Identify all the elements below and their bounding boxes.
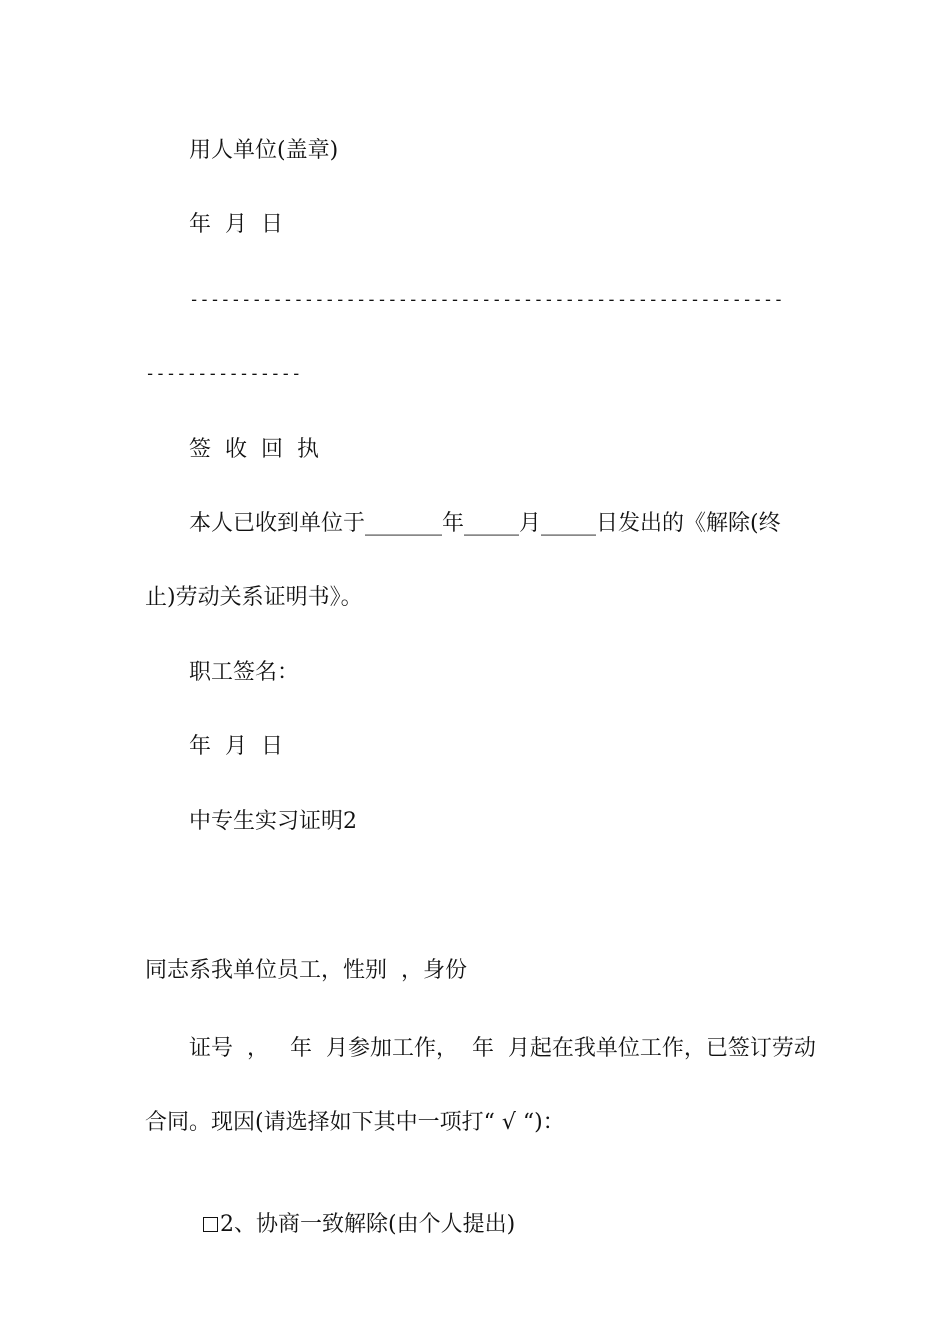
date-line-2: 年 月 日	[189, 734, 283, 759]
employer-seal-line: 用人单位(盖章)	[189, 138, 339, 163]
body-text-line-3: 合同。现因(请选择如下其中一项打“ √ “)：	[145, 1110, 565, 1135]
body-text-line-2: 证号 ， 年 月参加工作， 年 月起在我单位工作，已签订劳动	[189, 1036, 816, 1061]
separator-dashes-1: ---------------------------------------------------------	[189, 290, 784, 310]
receipt-text-line-1: 本人已收到单位于_______年_____月_____日发出的《解除(终	[189, 511, 781, 536]
checkbox-icon[interactable]	[203, 1217, 218, 1232]
receipt-text-line-2: 止)劳动关系证明书》。	[145, 585, 363, 610]
section-title: 中专生实习证明2	[189, 809, 357, 834]
receipt-heading: 签 收 回 执	[189, 437, 319, 462]
body-text-line-1: 同志系我单位员工，性别 ，身份	[145, 958, 467, 983]
employee-signature-label: 职工签名：	[189, 660, 300, 685]
option-item-2	[189, 1183, 515, 1239]
date-line-1: 年 月 日	[189, 212, 283, 237]
option-item-label: 2、协商一致解除(由个人提出)	[220, 1212, 516, 1237]
separator-dashes-2: ---------------	[145, 364, 302, 384]
